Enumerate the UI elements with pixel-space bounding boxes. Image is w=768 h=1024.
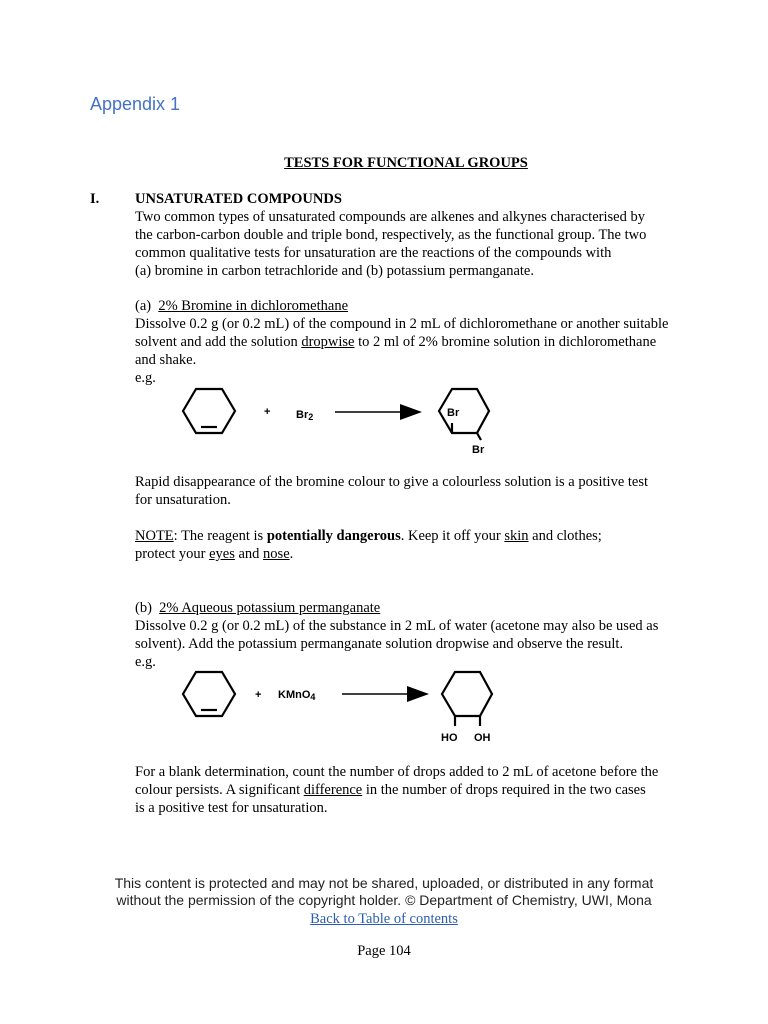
intro-line: common qualitative tests for unsaturation are the reactions of the compounds with (135, 245, 612, 261)
procedure-line: solvent). Add the potassium permanganate solution dropwise and observe the result. (135, 636, 624, 652)
copyright-line: without the permission of the copyright holder. © Department of Chemistry, UWI, Mona (116, 892, 652, 908)
reaction-arrow-icon (335, 404, 422, 420)
product-bromine-label: Br (447, 407, 460, 419)
copyright-line: This content is protected and may not be shared, uploaded, or distributed in any format (114, 875, 654, 891)
intro-line: Two common types of unsaturated compounds are alkenes and alkynes characterised by (135, 209, 645, 225)
reagent-subscript: 2 (308, 412, 314, 422)
test-b-title: 2% Aqueous potassium permanganate (159, 600, 381, 616)
note-text: : The reagent is (173, 528, 267, 544)
reagent-subscript: 4 (310, 692, 316, 702)
product-hydroxyl-label: HO (441, 732, 458, 744)
test-a-title: 2% Bromine in dichloromethane (158, 298, 349, 314)
product-hydroxyl-label: OH (474, 732, 491, 744)
dropwise-term: dropwise (301, 334, 355, 350)
note-text: protect your (135, 546, 210, 562)
note-line (135, 527, 602, 545)
result-line: for unsaturation. (135, 492, 231, 508)
test-a-label: (a) (135, 298, 152, 314)
blank-text: in the number of drops required in the two cases (362, 782, 646, 798)
intro-paragraph (135, 208, 646, 280)
reaction-plus: + (255, 689, 262, 701)
note-warning: potentially dangerous (266, 528, 401, 544)
procedure-line: Dissolve 0.2 g (or 0.2 mL) of the substance in 2 mL of water (acetone may also be used as (135, 618, 659, 634)
page-number: Page 104 (357, 943, 411, 959)
intro-line: (a) bromine in carbon tetrachloride and (b) potassium permanganate. (135, 263, 534, 279)
eg-label: e.g. (135, 654, 156, 670)
note-label: NOTE (135, 528, 174, 544)
page-title-text: TESTS FOR FUNCTIONAL GROUPS (284, 155, 528, 171)
note-eyes: eyes (209, 546, 235, 562)
test-b-heading (135, 599, 380, 617)
procedure-text: solvent and add the solution (135, 334, 302, 350)
note-skin: skin (504, 528, 529, 544)
toc-link-wrap (0, 910, 768, 928)
note-nose: nose (263, 546, 290, 562)
reaction-arrow-icon (342, 686, 429, 702)
note-text: and clothes; (528, 528, 602, 544)
reagent-formula (278, 689, 315, 702)
difference-term: difference (303, 782, 363, 798)
reaction-scheme-permanganate (170, 664, 510, 754)
procedure-line: and shake. (135, 352, 197, 368)
intro-line: the carbon-carbon double and triple bond, respectively, as the functional group. The two (135, 227, 647, 243)
test-b-label: (b) (135, 600, 152, 616)
reagent-formula (296, 409, 313, 422)
note-text: . Keep it off your (400, 528, 505, 544)
reagent-symbol: KMnO (278, 689, 311, 701)
reaction-plus: + (264, 406, 271, 418)
product-bromine-label: Br (472, 444, 485, 456)
test-a-procedure (135, 315, 668, 387)
blank-line (135, 781, 658, 799)
blank-text: colour persists. A significant (135, 782, 304, 798)
note-line (135, 545, 602, 563)
blank-line: For a blank determination, count the number of drops added to 2 mL of acetone before the (135, 764, 659, 780)
test-b-procedure (135, 617, 658, 671)
back-to-toc-link[interactable]: Back to Table of contents (310, 911, 458, 927)
appendix-heading: Appendix 1 (90, 94, 181, 114)
note-text: and (234, 546, 264, 562)
note-text: . (289, 546, 294, 562)
page-title (0, 154, 768, 172)
safety-note (135, 527, 602, 563)
blank-determination (135, 763, 658, 817)
cyclohexene-icon (183, 389, 235, 433)
cyclohexanediol-icon (442, 672, 492, 726)
section-number: I. (90, 191, 100, 207)
reaction-scheme-bromine (170, 380, 510, 460)
section-heading: UNSATURATED COMPOUNDS (135, 191, 342, 207)
test-a-heading (135, 297, 348, 315)
procedure-line (135, 333, 668, 351)
result-line: Rapid disappearance of the bromine colour to give a colourless solution is a positive test (135, 474, 649, 490)
procedure-text: to 2 ml of 2% bromine solution in dichloromethane (354, 334, 657, 350)
eg-label: e.g. (135, 370, 156, 386)
reagent-symbol: Br (296, 409, 309, 421)
test-a-result (135, 473, 648, 509)
blank-line: is a positive test for unsaturation. (135, 800, 328, 816)
procedure-line: Dissolve 0.2 g (or 0.2 mL) of the compound in 2 mL of dichloromethane or another suitable (135, 316, 669, 332)
copyright-notice (0, 875, 768, 909)
cyclohexene-icon (183, 672, 235, 716)
